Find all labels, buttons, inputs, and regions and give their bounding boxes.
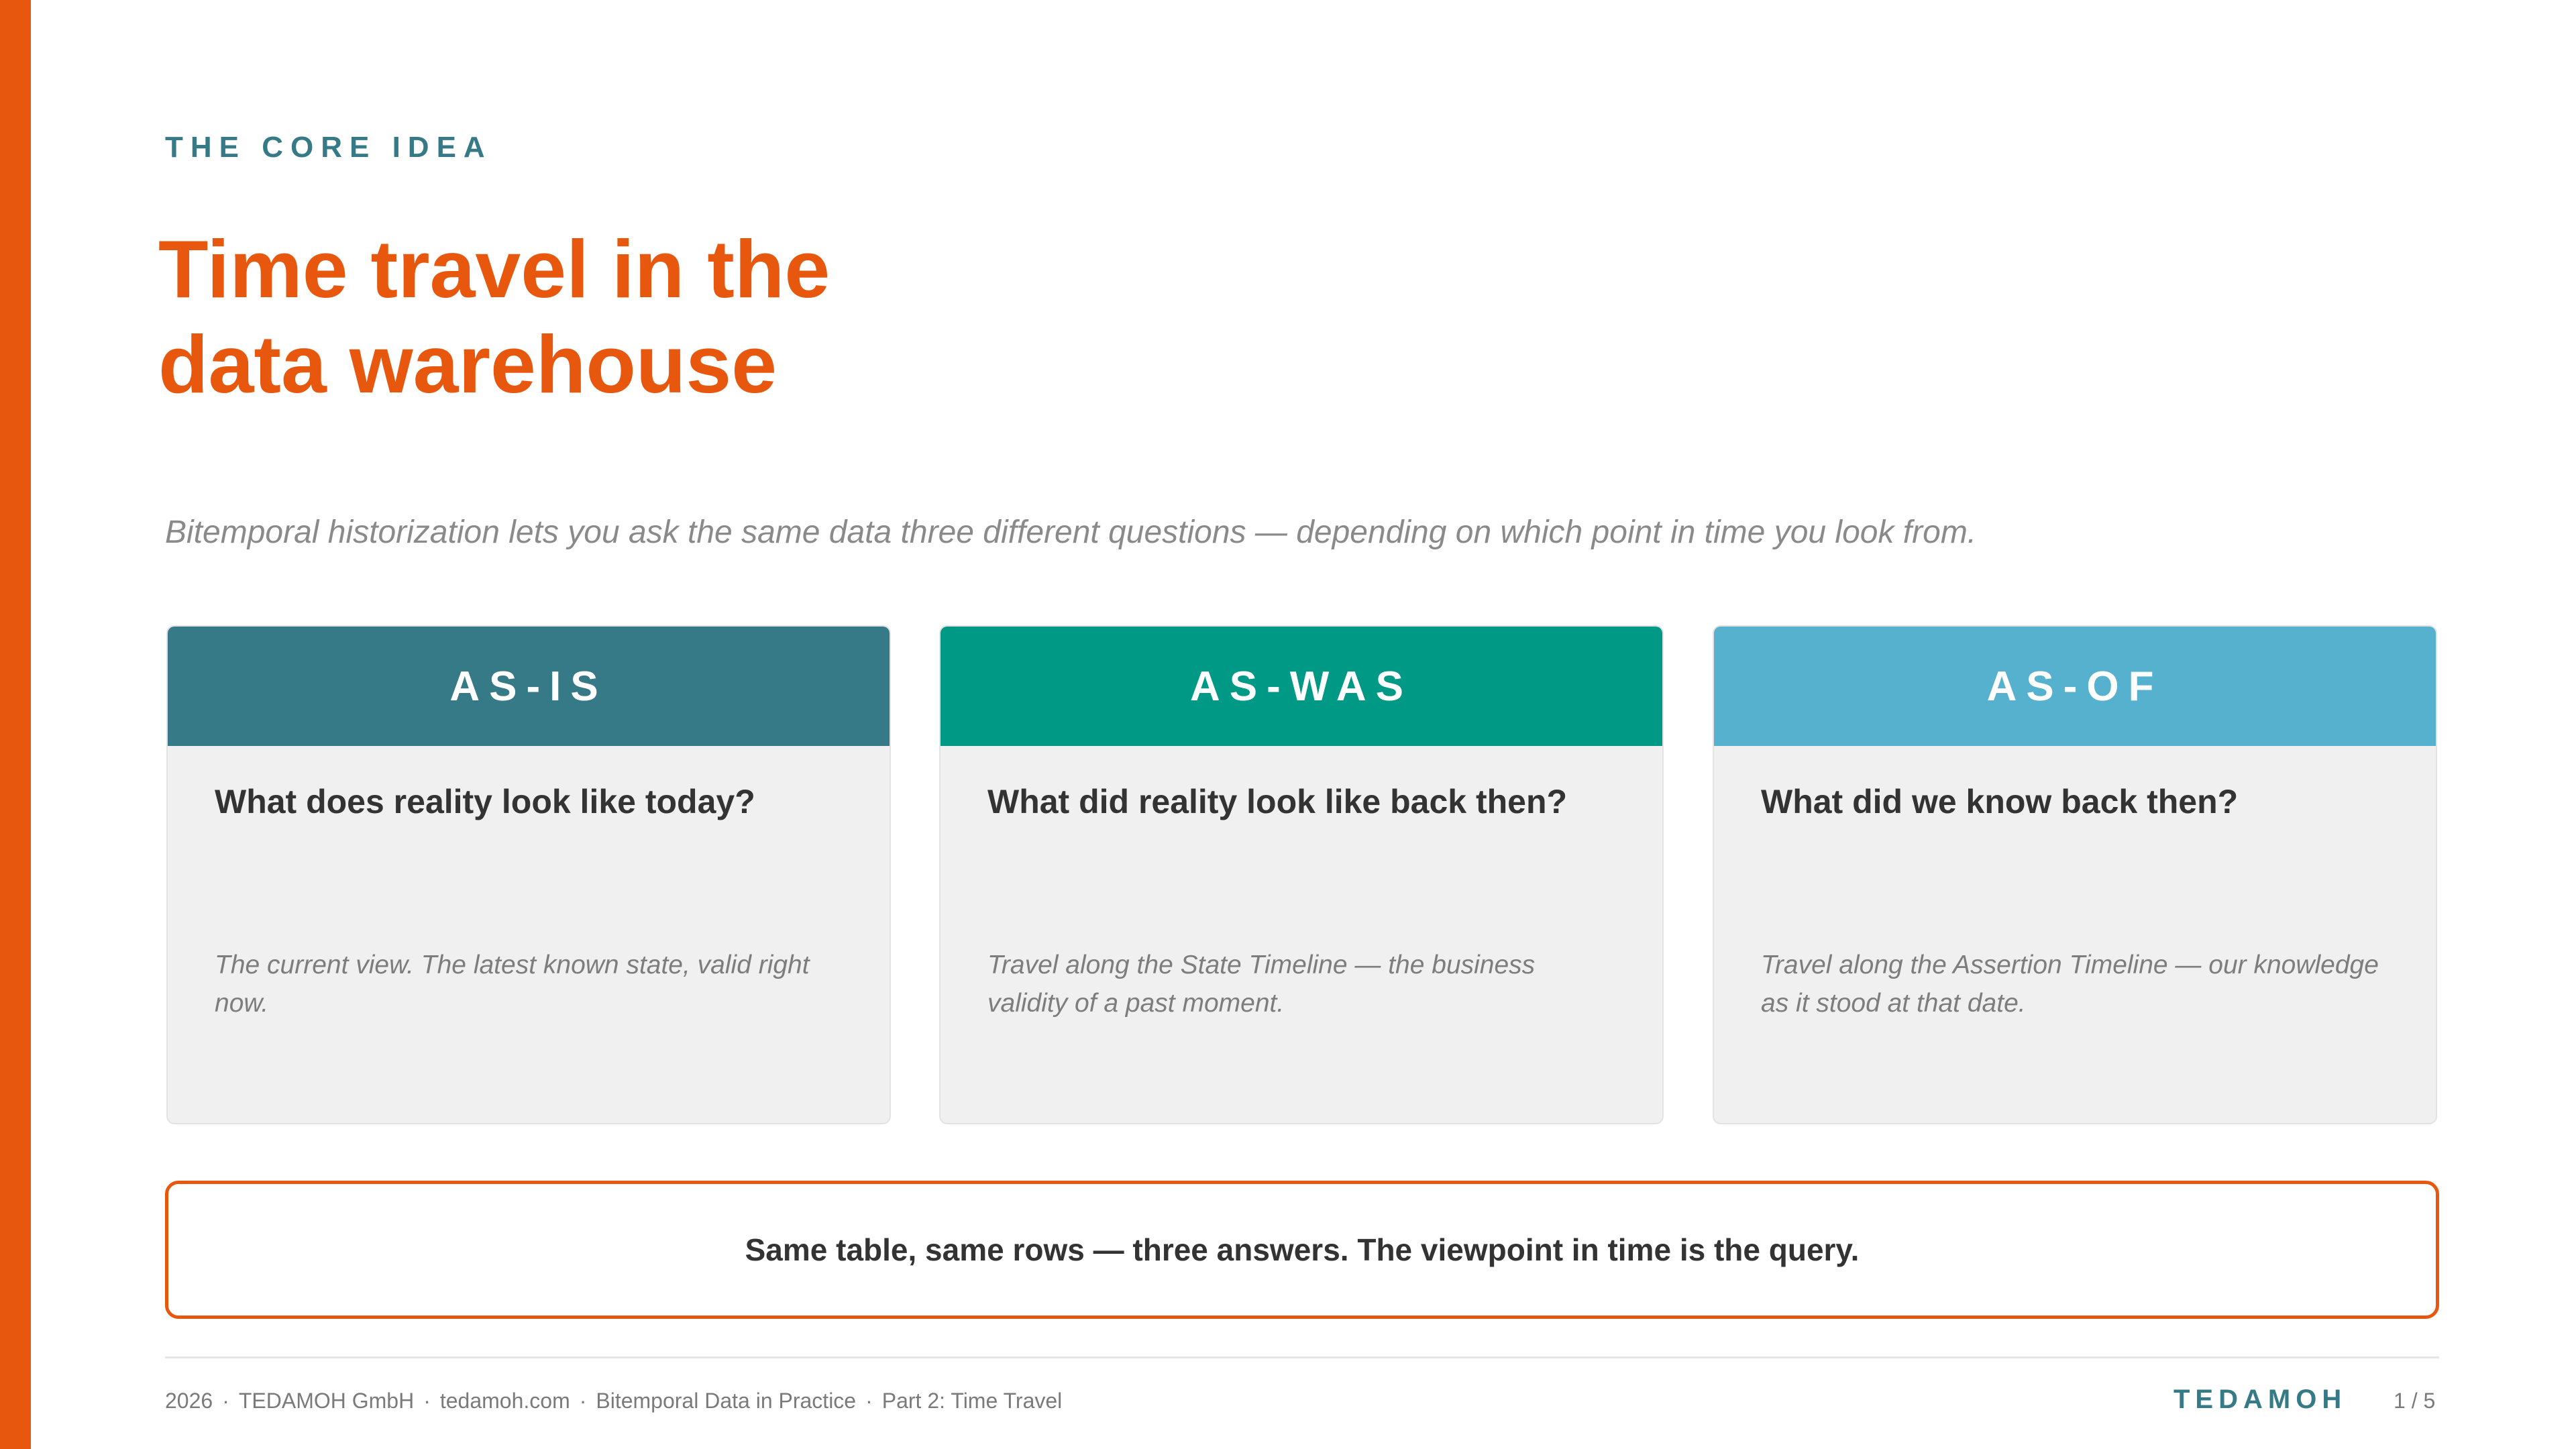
card-as-was <box>939 625 1664 1124</box>
card-as-of <box>1713 625 2437 1124</box>
subtitle: Bitemporal historization lets you ask the same data three different questions — depending on which point in time you look from. <box>165 515 1977 550</box>
eyebrow-label: THE CORE IDEA <box>165 131 492 164</box>
footer-year: 2026 <box>165 1389 213 1413</box>
title-line-1: Time travel in the <box>158 223 830 315</box>
footer-company: TEDAMOH GmbH <box>238 1389 415 1413</box>
footer-separator: · <box>579 1389 587 1413</box>
card-question-as-of: What did we know back then? <box>1761 783 2239 820</box>
footer-separator: · <box>865 1389 873 1413</box>
footer-website: tedamoh.com <box>439 1389 570 1413</box>
page-title <box>158 221 1097 412</box>
footer-divider <box>165 1356 2439 1358</box>
card-description-as-was: Travel along the State Timeline — the business validity of a past moment. <box>987 951 1536 1018</box>
card-as-is <box>166 625 891 1124</box>
card-header-as-was: AS-WAS <box>941 627 1662 746</box>
card-header-as-of: AS-OF <box>1714 627 2436 746</box>
page-number: 1 / 5 <box>2394 1389 2436 1413</box>
key-message-callout: Same table, same rows — three answers. The viewpoint in time is the query. <box>165 1181 2439 1319</box>
card-question-as-was: What did reality look like back then? <box>987 783 1568 820</box>
footer-part: Part 2: Time Travel <box>881 1389 1063 1413</box>
brand-logo-text: TEDAMOH <box>2174 1385 2347 1414</box>
card-question-as-is: What does reality look like today? <box>215 783 755 820</box>
card-description-as-of: Travel along the Assertion Timeline — our knowledge as it stood at that date. <box>1761 951 2379 1018</box>
footer-series: Bitemporal Data in Practice <box>596 1389 857 1413</box>
card-description-as-is: The current view. The latest known state, valid right now. <box>215 951 810 1018</box>
footer-meta <box>165 1389 1062 1413</box>
footer-separator: · <box>423 1389 431 1413</box>
footer-separator: · <box>222 1389 229 1413</box>
title-line-2: data warehouse <box>158 319 777 410</box>
card-header-as-is: AS-IS <box>168 627 890 746</box>
accent-bar <box>0 0 31 1449</box>
